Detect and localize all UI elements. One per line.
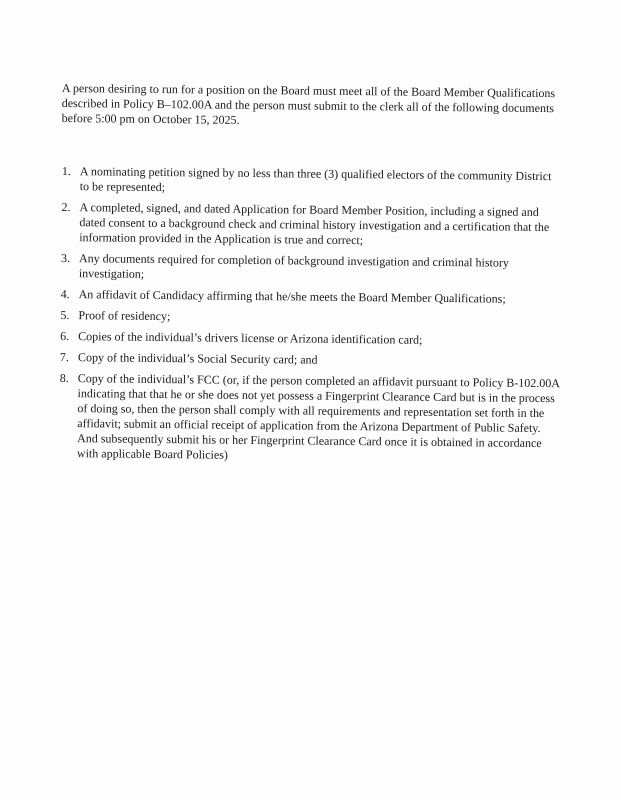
- list-item-number: 8.: [59, 370, 69, 386]
- list-item-text: Copy of the individual’s Social Security card; and: [77, 350, 318, 367]
- list-item-number: 1.: [61, 164, 71, 179]
- list-item-text: A completed, signed, and dated Application for Board Member Position, including a signed and dated consent to a background check and criminal history investigation and a certification that the information provided in the Application is true and correct;: [79, 200, 550, 248]
- list-item-number: 5.: [60, 307, 70, 323]
- list-item-text: Any documents required for completion of background investigation and criminal history investigation;: [78, 251, 509, 281]
- list-item-text: An affidavit of Candidacy affirming that he/she meets the Board Member Qualifications;: [78, 287, 506, 306]
- list-item-number: 7.: [59, 349, 70, 365]
- list-item: [60, 308, 560, 328]
- list-item-text: Copy of the individual’s FCC (or, if the person completed an affidavit pursuant to Policy B-102.00A indicating that that he or she does not yet possess a Fingerprint Clearance Card but is in the process of doing so, then the person shall comply with all requirements and representation set forth in the affidavit; submit an official receipt of application from the Arizona Department of Public Safety. And subsequently submit his or her Fingerprint Clearance Card once it is obtained in accordance with applicable Board Policies): [76, 371, 560, 462]
- intro-paragraph: A person desiring to run for a position on the Board must meet all of the Board Member Qualifications described in Policy B–102.00A and the person must submit to the clerk all of the following documents before 5:00 pm on October 15, 2025.: [61, 81, 556, 127]
- list-item: [61, 251, 561, 286]
- list-item: [60, 329, 560, 349]
- list-item-text: Proof of residency;: [78, 308, 171, 324]
- list-item: [59, 371, 560, 466]
- list-item-number: 4.: [60, 286, 70, 302]
- list-item-number: 6.: [60, 328, 70, 344]
- requirements-list: [59, 164, 562, 472]
- list-item: [62, 164, 562, 199]
- list-item: [61, 200, 561, 250]
- list-item-text: A nominating petition signed by no less than three (3) qualified electors of the community District to be represented;: [79, 164, 552, 195]
- list-item-text: Copies of the individual’s drivers license or Arizona identification card;: [78, 329, 423, 347]
- list-item: [61, 287, 561, 307]
- list-item-number: 2.: [61, 199, 71, 215]
- list-item: [60, 350, 560, 370]
- list-item-number: 3.: [60, 250, 71, 266]
